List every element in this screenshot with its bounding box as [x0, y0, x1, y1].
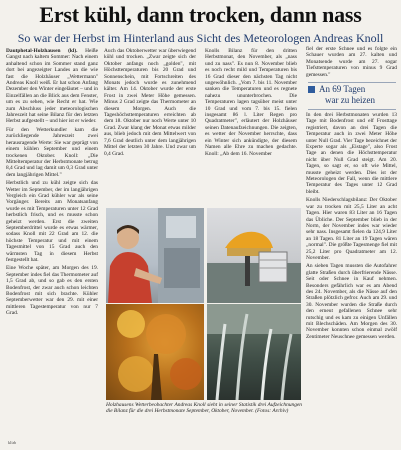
column-2	[104, 48, 196, 198]
autumn-tree-illustration	[106, 304, 204, 400]
col3-para-1: Knolls Bilanz für den dritten Herbstmonat, den November, als „nass und zu nass". Es nun 8. November blieb es noch recht mild und Temperaturen bis 16 Grad dieser den nächsten Tag nicht ungewöhnlich. „Vom 7. bis 11. November sanken die Temperaturen und es regnete nahezu ununterbrochen. Die Temperaturen lagen tagsüber meist unter 10 Grad und vom 7. bis 15. fielen insgesamt 86 l. Liter Regen pro Quadratmeter", erläutert der Holzhäuser seinen Datenaufzeichnungen. Die zeigten, es wetter der November herrschte, dass ein Winter sich ankündigte, der diesem Namen alle Ehre zu machen gedachte. Knoll: „Ab dem 16. November	[205, 48, 297, 157]
dateline: Dautphetal-Holzhausen (kl).	[6, 48, 78, 54]
person-illustration	[106, 208, 204, 303]
column-3	[205, 48, 297, 198]
info-box-line-1: An 69 Tagen	[319, 84, 366, 94]
lead-paragraph	[6, 48, 98, 125]
photo-caption: Holzhausens Wetterbeobachter Andreas Knoll sieht in seiner Statistik drei Aufzeichnungen die Bilanz für die drei Herbstmonate September, Oktober, November. (Fotos: Archiv)	[106, 402, 302, 415]
photo-meteorologist	[106, 208, 204, 303]
photo-snowy-plants	[207, 304, 301, 400]
col4-para-3: An sieben Tagen mussten die Autofahrer glatte Straßen durch überfrierende Nässe. Seit oder Schnee in Kauf nehmen. Besonders gefährlich war es am Abend des 24. November, als die Nässe auf den Straßen plötzlich gefror. Auch am 29. und 30. November wurden die Straße durch den erneut gefallenen Schnee sehr rutschig und es kam zu einigen Unfällen mit Blechschäden. Am Morgen des 30. November konnten schon einmal zwölf Zentimeter Neuschnee gemessen werden.	[306, 263, 397, 340]
headline: Erst kühl, dann trocken, dann nass	[39, 2, 362, 27]
col1-para-4: Eine Woche später, am Morgen des 19. September indes fiel das Thermometer auf 1,5 Grad ab, und so gab es den ersten Bodenfrost, der zwar auch schon leichten Bodenfrost mit sich brachte. Kühler Septemberwetter war den 29. mit einer mittleren Tagestemperatur von nur 7 Grad.	[6, 265, 98, 317]
column-4-top: fiel der erste Schnee und es folgte ein Schauer wurden am 27. kalten und Monatsende wurde am 27. sogar Tiefsttemperaturen von minus 9 Grad gemessen."	[306, 46, 397, 78]
photo-autumn-leaves	[106, 304, 204, 400]
col1-para-3: Herbstlich und zu kühl zeigte sich das Wetter im September, der im langjährigen Vergleich ein Grad kühler war als seine Vorgänger. Bereits am Monatsanfang wurde es mit Temperaturen unter 12 Grad herbstlich frisch, und es musste schon geheizt werden. Erst die zweiten Septemberdrittel wurde es etwas wärmer, sodass Knoll mit 22 Grad am 12. die höchste Temperatur und mit einem Tagesmittel von 15 Grad auch den wärmsten Tag in diesem Herbst festgestellt hat.	[6, 180, 98, 263]
info-box	[308, 82, 396, 110]
col2-para-1: Auch das Oktoberwetter war überwiegend kühl und trocken. „Zwar zeigte sich der Oktober anfangs noch „golden", mit Höchsttemperaturen bis 20 Grad und Sonnenschein, mit Fortschreiten des Monats jedoch wurde es zunehmend kälter. Am 14. Oktober wurde der erste Frost in zwei Meter Höhe gemessen. Minus 2 Grad zeigte das Thermometer an diesem Morgen. Auch die Tageshöchsttemperaturen erreichten ab dem 18. Oktober nur noch Werte unter 10 Grad. Zwar klang der Monat etwas milder aus, blieb jedoch mit dem Mittelwert von 7,6 Grad deutlich unter dem langjährigen Mittel der letzten 30 Jahre. Und zwar um 0,4 Grad.	[104, 48, 196, 157]
photo-weather-station	[207, 208, 301, 303]
col4-para-2: Knolls Niederschlagsbilanz: Der Oktober war zu trocken mit 25,5 Liter an acht Tagen. Hier waren 83 Liter an 16 Tagen das Übliche. Der September blieb in der Norm, der November indes war wieder sehr nass. Insgesamt fielen da 124,9 Liter an 18 Tagen. 81 Liter an 19 Tagen wären „normal". Die größte Tagesmenge fiel mit 25,2 Liter pro Quadratmeter am 12. November.	[306, 197, 397, 261]
snow-plants-illustration	[207, 304, 301, 400]
info-box-line-2: war zu heizen	[325, 95, 375, 105]
weather-instrument-illustration	[207, 208, 301, 303]
square-bullet-icon	[308, 86, 315, 93]
column-4	[306, 112, 397, 446]
col4-para-1: In den drei Herbstmonaten wurden 13 Tage mit Bodenfrost und elf Frosttage registriert, davon an drei Tagen die Temperatur auch in zwei Meter Höhe unter Null Grad. Vier Tage bezeichnet der Experte sogar als „Eistage", also Frost Tage an denen die Höchsttemperatur nicht über Null Grad steigt. Am 20. Tagen, so sagt er, so oft wie Mittel, musste geheizt werden. Dies ist der Meteorologen der Fall, wenn die mittlere Temperatur des Tages unter 12 Grad bleibt.	[306, 112, 397, 195]
col1-para-1: Heiße Gangst nach kaltem Sommer: Nach einem anhaltend schon im Sommer stand ganz dort bei angezeigter Landes an die wie fast die Holzhäuser „Wettermann" Andreas Knoll weiß. Er hat schon Anfang Dezember den Winter eingeläutet – und in Einzelfällen an die Blick aus dem Fenster, um es zu sehen, wie Recht er hat. Wie zum Abschluss jeder meteorologischen Jahreszeit hat seine Bilanz für den letzten Herbst aufgestellt – und hier ist er wieder.	[6, 48, 98, 125]
col1-para-2: Für den Wetterkundler kam die zurückliegende Jahreszeit zwei herausragende Werte: Sie war geprägt von einem kühlen September und einem trockenen Oktober. Knoll: „Die Mitteltemperatur der Herbstmonate betrug 8,4 Grad und lag damit um 0,3 Grad unter dem langjährigen Mittel."	[6, 126, 98, 178]
subheadline: So war der Herbst im Hinterland aus Sicht des Meteorologen Andreas Knoll	[17, 31, 384, 45]
author-tag: kl/ab	[8, 440, 16, 445]
column-1	[6, 48, 98, 319]
